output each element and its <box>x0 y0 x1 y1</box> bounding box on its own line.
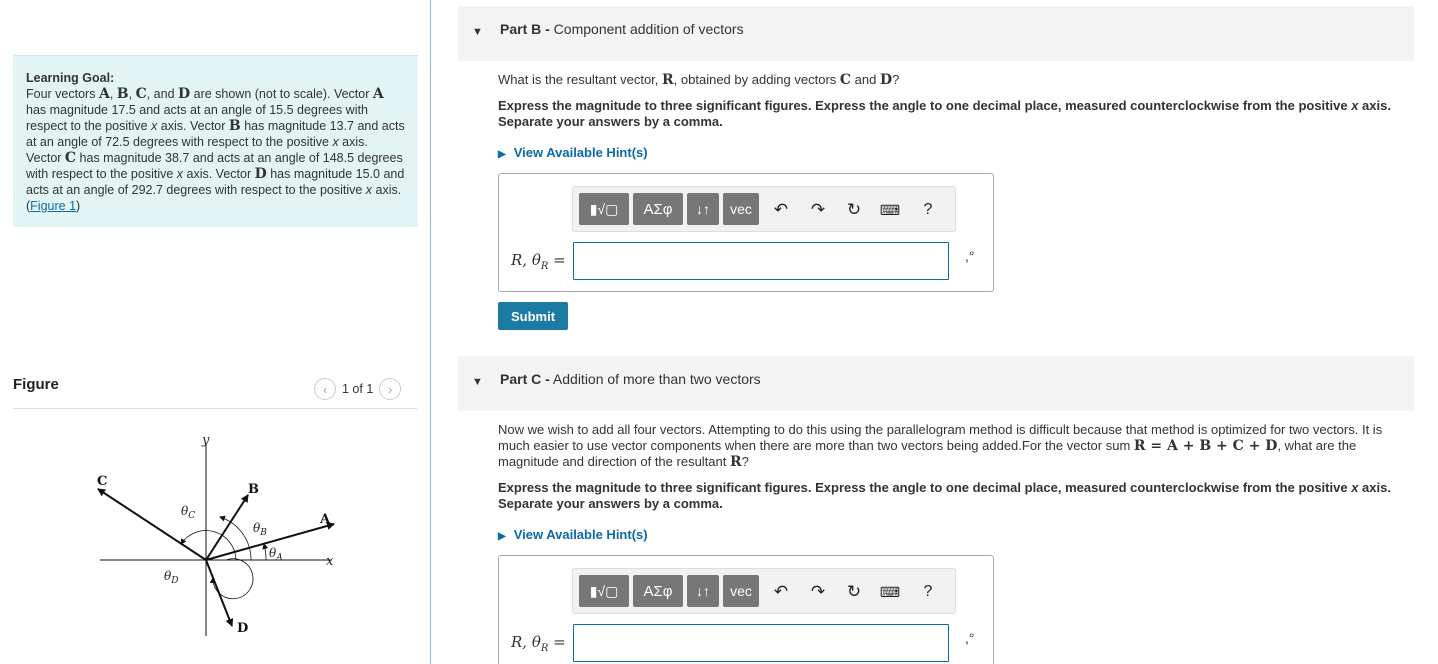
vec-button[interactable]: vec <box>723 193 759 225</box>
arrows-button[interactable]: ↓↑ <box>687 193 719 225</box>
math-toolbar <box>572 186 956 232</box>
vector-diagram <box>70 420 370 645</box>
part-c-question: Now we wish to add all four vectors. Attempting to do this using the parallelogram method is difficult because that method is optimized for two vectors. It is much easier to use vector components when there are more than two vectors being added.For the vector sum R = A + B + C + D, what are the magnitude and direction of the resultant R? <box>498 422 1383 470</box>
vector-a-label: A <box>320 512 331 527</box>
reset-icon[interactable]: ↻ <box>846 582 862 601</box>
theta-a-label: $\theta_A$ <box>269 546 283 563</box>
undo-icon[interactable]: ↶ <box>773 200 789 219</box>
chevron-left-icon[interactable]: ‹ <box>314 378 336 400</box>
part-b-answer-input[interactable] <box>573 242 949 280</box>
part-b-question: What is the resultant vector, R, obtained by adding vectors C and D? <box>498 72 900 88</box>
part-b-submit-button[interactable]: Submit <box>498 302 568 330</box>
learning-goal-box <box>13 55 418 227</box>
theta-c-label: $\theta_C$ <box>181 504 196 521</box>
arrows-button[interactable]: ↓↑ <box>687 575 719 607</box>
help-button[interactable]: ? <box>923 201 933 218</box>
keyboard-icon[interactable]: ⌨ <box>879 201 901 218</box>
templates-button[interactable]: ▮√▢ <box>579 575 629 607</box>
y-axis-label: y <box>202 433 210 448</box>
part-c-instructions: Express the magnitude to three significant figures. Express the angle to one decimal place, measured counterclockwise from the positive x axis. Separate your answers by a comma. <box>498 480 1391 511</box>
part-c-hint-link[interactable]: ▶ View Available Hint(s) <box>498 527 648 542</box>
part-b-header[interactable] <box>458 6 1414 61</box>
part-b-hint-link[interactable]: ▶ View Available Hint(s) <box>498 145 648 160</box>
angle-arc-d <box>213 559 253 599</box>
caret-down-icon[interactable]: ▼ <box>472 376 483 388</box>
part-c-answer-label: R, $\theta_R$ = <box>511 633 566 654</box>
keyboard-icon[interactable]: ⌨ <box>879 583 901 600</box>
figure-page-count: 1 of 1 <box>342 382 374 396</box>
angle-arc-a <box>264 544 266 560</box>
learning-goal-text: Four vectors A, B, C, and D are shown (not to scale). Vector A has magnitude 17.5 and acts at an angle of 15.5 degrees with respect to the positive x axis. Vector B has magnitude 13.7 and acts at an angle of 72.5 degrees with respect to the positive x axis. Vector C has magnitude 38.7 and acts at an angle of 148.5 degrees with respect to the positive x axis. Vector D has magnitude 15.0 and acts at an angle of 292.7 degrees with respect to the positive x axis.(Figure 1) <box>26 86 405 213</box>
part-c-answer-box <box>498 555 994 664</box>
part-c-title: Part C - Addition of more than two vectors <box>500 371 761 387</box>
figure-pager <box>314 378 401 400</box>
figure-title: Figure <box>13 376 59 393</box>
greek-button[interactable]: ΑΣφ <box>633 193 683 225</box>
undo-icon[interactable]: ↶ <box>773 582 789 601</box>
vector-d-label: D <box>237 621 249 636</box>
part-b-answer-label: R, $\theta_R$ = <box>511 251 566 272</box>
greek-button[interactable]: ΑΣφ <box>633 575 683 607</box>
theta-b-label: $\theta_B$ <box>253 521 267 538</box>
caret-right-icon: ▶ <box>498 149 506 160</box>
vec-button[interactable]: vec <box>723 575 759 607</box>
redo-icon[interactable]: ↷ <box>810 582 826 601</box>
caret-down-icon[interactable]: ▼ <box>472 26 483 38</box>
redo-icon[interactable]: ↷ <box>810 200 826 219</box>
help-button[interactable]: ? <box>923 583 933 600</box>
left-panel <box>0 0 430 664</box>
vector-c-label: C <box>97 474 108 489</box>
figure-divider <box>13 408 417 409</box>
part-b-unit: ,° <box>965 248 975 264</box>
part-b-title: Part B - Component addition of vectors <box>500 21 744 37</box>
theta-d-label: $\theta_D$ <box>164 569 179 586</box>
part-c-answer-input[interactable] <box>573 624 949 662</box>
learning-goal-title: Learning Goal: <box>26 71 115 85</box>
chevron-right-icon[interactable]: › <box>379 378 401 400</box>
math-toolbar <box>572 568 956 614</box>
part-b-instructions: Express the magnitude to three significant figures. Express the angle to one decimal place, measured counterclockwise from the positive x axis. Separate your answers by a comma. <box>498 98 1391 129</box>
part-c-unit: ,° <box>965 630 975 646</box>
templates-button[interactable]: ▮√▢ <box>579 193 629 225</box>
caret-right-icon: ▶ <box>498 531 506 542</box>
figure-link[interactable]: Figure 1 <box>30 199 77 213</box>
x-axis-label: x <box>326 554 334 569</box>
part-b-answer-box <box>498 173 994 292</box>
vector-b-label: B <box>248 482 259 497</box>
panel-divider <box>430 0 431 664</box>
vector-c <box>98 489 206 560</box>
part-c-header[interactable] <box>458 356 1414 411</box>
reset-icon[interactable]: ↻ <box>846 200 862 219</box>
